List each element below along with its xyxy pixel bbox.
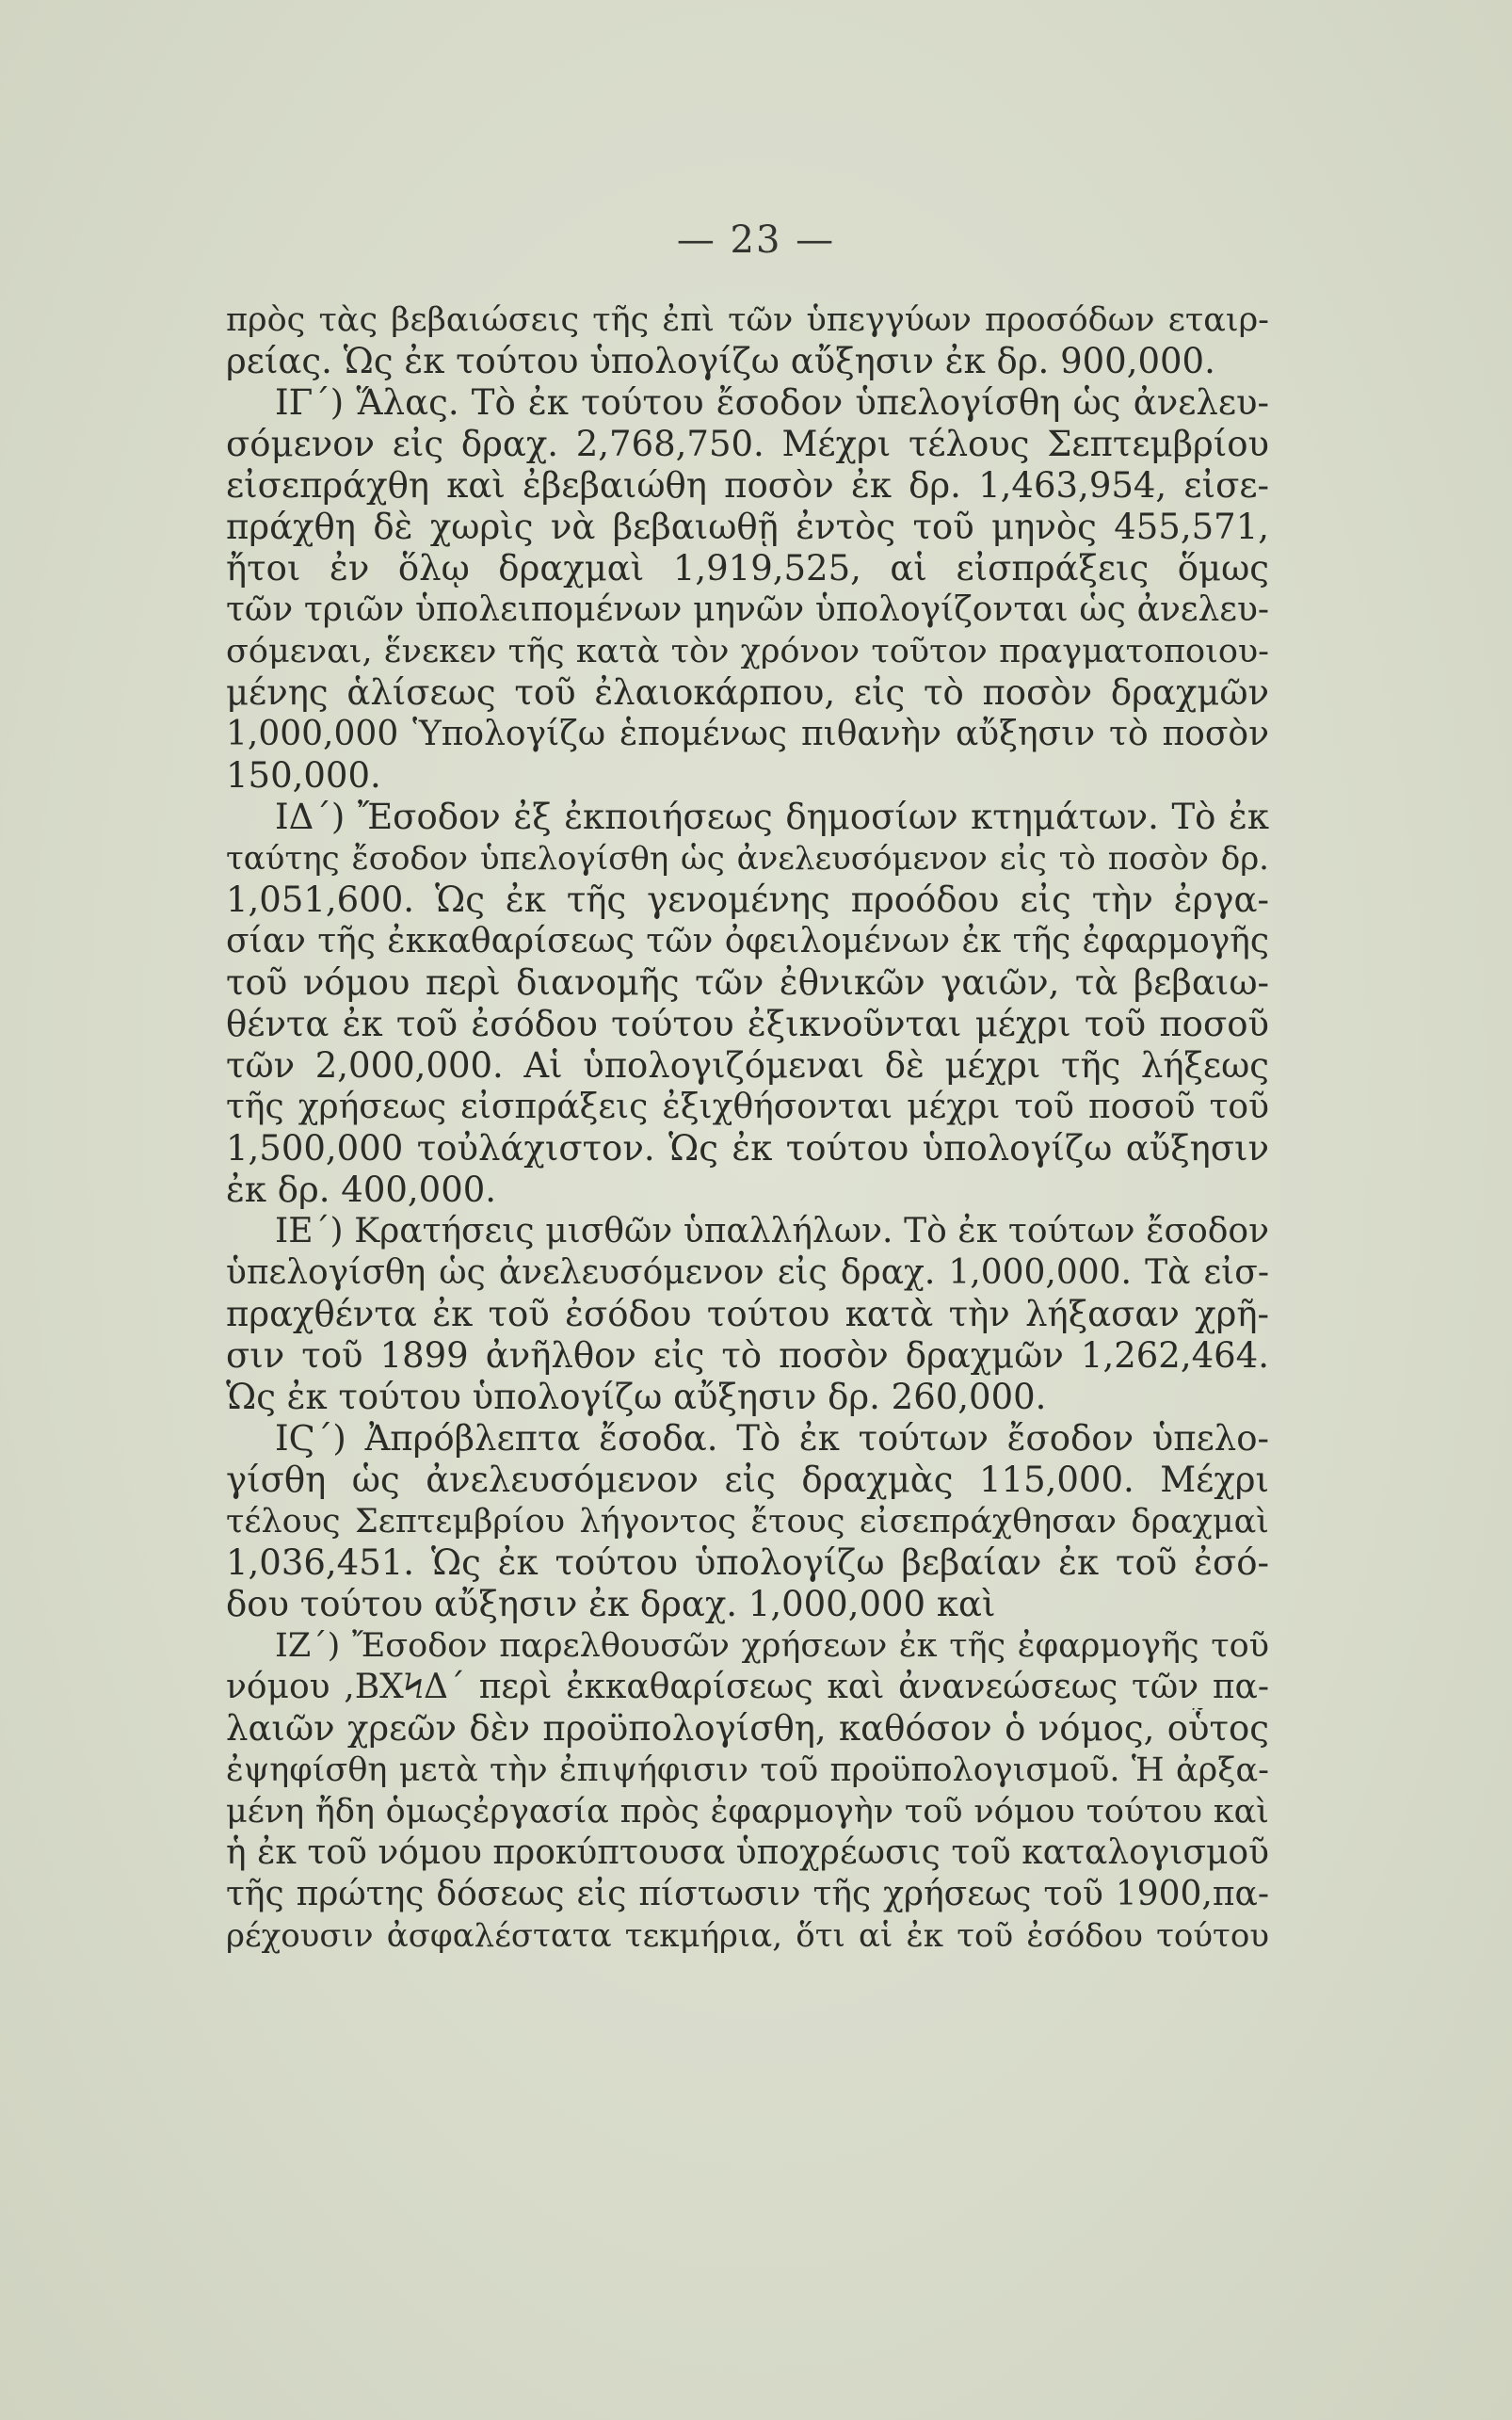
text-line: ἡ ἐκ τοῦ νόμου προκύπτουσα ὑποχρέωσις τοῦ καταλογισμοῦ (226, 1833, 1269, 1872)
text-line: ἤτοι ἐν ὅλῳ δραχμαὶ 1,919,525, αἱ εἰσπράξεις ὅμως (226, 548, 1269, 589)
text-line: τῶν τριῶν ὑπολειπομένων μηνῶν ὑπολογίζονται ὡς ἀνελευ- (226, 590, 1269, 629)
text-line: 1,000,000 Ὑπολογίζω ἑπομένως πιθανὴν αὔξησιν τὸ ποσὸν (226, 715, 1269, 753)
body-text (226, 299, 1269, 1957)
text-line: μένης ἁλίσεως τοῦ ἐλαιοκάρπου, εἰς τὸ ποσὸν δραχμῶν (226, 672, 1269, 713)
text-line: ΙΓ΄) Ἅλας. Τὸ ἐκ τούτου ἔσοδον ὑπελογίσθη ὡς ἀνελευ- (275, 382, 1269, 423)
text-line: ΙΕ΄) Κρατήσεις μισθῶν ὑπαλλήλων. Τὸ ἐκ τούτων ἔσοδον (275, 1212, 1269, 1250)
text-line: 150,000. (226, 755, 381, 796)
text-line: δου τούτου αὔξησιν ἐκ δραχ. 1,000,000 καὶ (226, 1584, 996, 1624)
text-line: νόμου ,ΒΧϞΔ΄ περὶ ἐκκαθαρίσεως καὶ ἀνανεώσεως τῶν πα- (226, 1668, 1269, 1706)
text-line: ἐψηφίσθη μετὰ τὴν ἐπιψήφισιν τοῦ προϋπολογισμοῦ. Ἡ ἀρξα- (226, 1751, 1269, 1789)
text-line: σιν τοῦ 1899 ἀνῆλθον εἰς τὸ ποσὸν δραχμῶν 1,262,464. (226, 1335, 1269, 1376)
text-line: πραχθέντα ἐκ τοῦ ἐσόδου τούτου κατὰ τὴν λήξασαν χρῆ- (226, 1294, 1269, 1334)
text-line: 1,500,000 τοὐλάχιστον. Ὡς ἐκ τούτου ὑπολογίζω αὔξησιν (226, 1128, 1269, 1169)
text-line: ρέχουσιν ἀσφαλέστατα τεκμήρια, ὅτι αἱ ἐκ τοῦ ἐσόδου τούτου (226, 1917, 1269, 1955)
text-line: σίαν τῆς ἐκκαθαρίσεως τῶν ὀφειλομένων ἐκ τῆς ἐφαρμογῆς (226, 922, 1269, 960)
text-line: ρείας. Ὡς ἐκ τούτου ὑπολογίζω αὔξησιν ἐκ δρ. 900,000. (226, 341, 1215, 381)
text-line: ΙΖ΄) Ἔσοδον παρελθουσῶν χρήσεων ἐκ τῆς ἐφαρμογῆς τοῦ (275, 1627, 1269, 1665)
text-line: σόμεναι, ἕνεκεν τῆς κατὰ τὸν χρόνον τοῦτον πραγματοποιου- (226, 633, 1269, 670)
page-number: — 23 — (676, 218, 836, 262)
text-line: γίσθη ὡς ἀνελευσόμενον εἰς δραχμὰς 115,000. Μέχρι (226, 1460, 1269, 1500)
text-line: θέντα ἐκ τοῦ ἐσόδου τούτου ἐξικνοῦνται μέχρι τοῦ ποσοῦ (226, 1004, 1269, 1044)
text-line: ἐκ δρ. 400,000. (226, 1170, 497, 1210)
text-line: τῆς πρώτης δόσεως εἰς πίστωσιν τῆς χρήσεως τοῦ 1900,πα- (226, 1875, 1269, 1913)
text-line: ὑπελογίσθη ὡς ἀνελευσόμενον εἰς δραχ. 1,000,000. Τὰ εἰσ- (226, 1253, 1269, 1292)
text-line: τῶν 2,000,000. Αἱ ὑπολογιζόμεναι δὲ μέχρι τῆς λήξεως (226, 1045, 1269, 1086)
text-line: ΙΔ΄) Ἔσοδον ἐξ ἐκποιήσεως δημοσίων κτημάτων. Τὸ ἐκ (275, 797, 1269, 837)
text-line: τοῦ νόμου περὶ διανομῆς τῶν ἐθνικῶν γαιῶν, τὰ βεβαιω- (226, 962, 1269, 1003)
text-line: τῆς χρήσεως εἰσπράξεις ἐξιχθήσονται μέχρι τοῦ ποσοῦ τοῦ (226, 1088, 1269, 1126)
text-line: μένη ἤδη ὁμωςἐργασία πρὸς ἐφαρμογὴν τοῦ νόμου τούτου καὶ (226, 1793, 1269, 1831)
text-line: 1,036,451. Ὡς ἐκ τούτου ὑπολογίζω βεβαίαν ἐκ τοῦ ἐσό- (226, 1542, 1269, 1583)
text-line: λαιῶν χρεῶν δὲν προϋπολογίσθη, καθόσον ὁ νόμος, οὗτος (226, 1708, 1269, 1749)
text-line: σόμενον εἰς δραχ. 2,768,750. Μέχρι τέλους Σεπτεμβρίου (226, 424, 1269, 464)
text-line: πρὸς τὰς βεβαιώσεις τῆς ἐπὶ τῶν ὑπεγγύων προσόδων εταιρ- (226, 301, 1269, 339)
text-line: ταύτης ἔσοδον ὑπελογίσθη ὡς ἀνελευσόμενον εἰς τὸ ποσὸν δρ. (226, 840, 1269, 878)
text-line: 1,051,600. Ὡς ἐκ τῆς γενομένης προόδου εἰς τὴν ἐργα- (226, 879, 1269, 920)
text-line: ΙϚ΄) Ἀπρόβλεπτα ἔσοδα. Τὸ ἐκ τούτων ἔσοδον ὑπελο- (275, 1418, 1269, 1459)
text-line: Ὡς ἐκ τούτου ὑπολογίζω αὔξησιν δρ. 260,000. (226, 1377, 1047, 1417)
text-line: εἰσεπράχθη καὶ ἐβεβαιώθη ποσὸν ἐκ δρ. 1,463,954, εἰσε- (226, 465, 1269, 506)
text-line: πράχθη δὲ χωρὶς νὰ βεβαιωθῇ ἐντὸς τοῦ μηνὸς 455,571, (226, 507, 1269, 547)
text-line: τέλους Σεπτεμβρίου λήγοντος ἔτους εἰσεπράχθησαν δραχμαὶ (226, 1503, 1269, 1541)
